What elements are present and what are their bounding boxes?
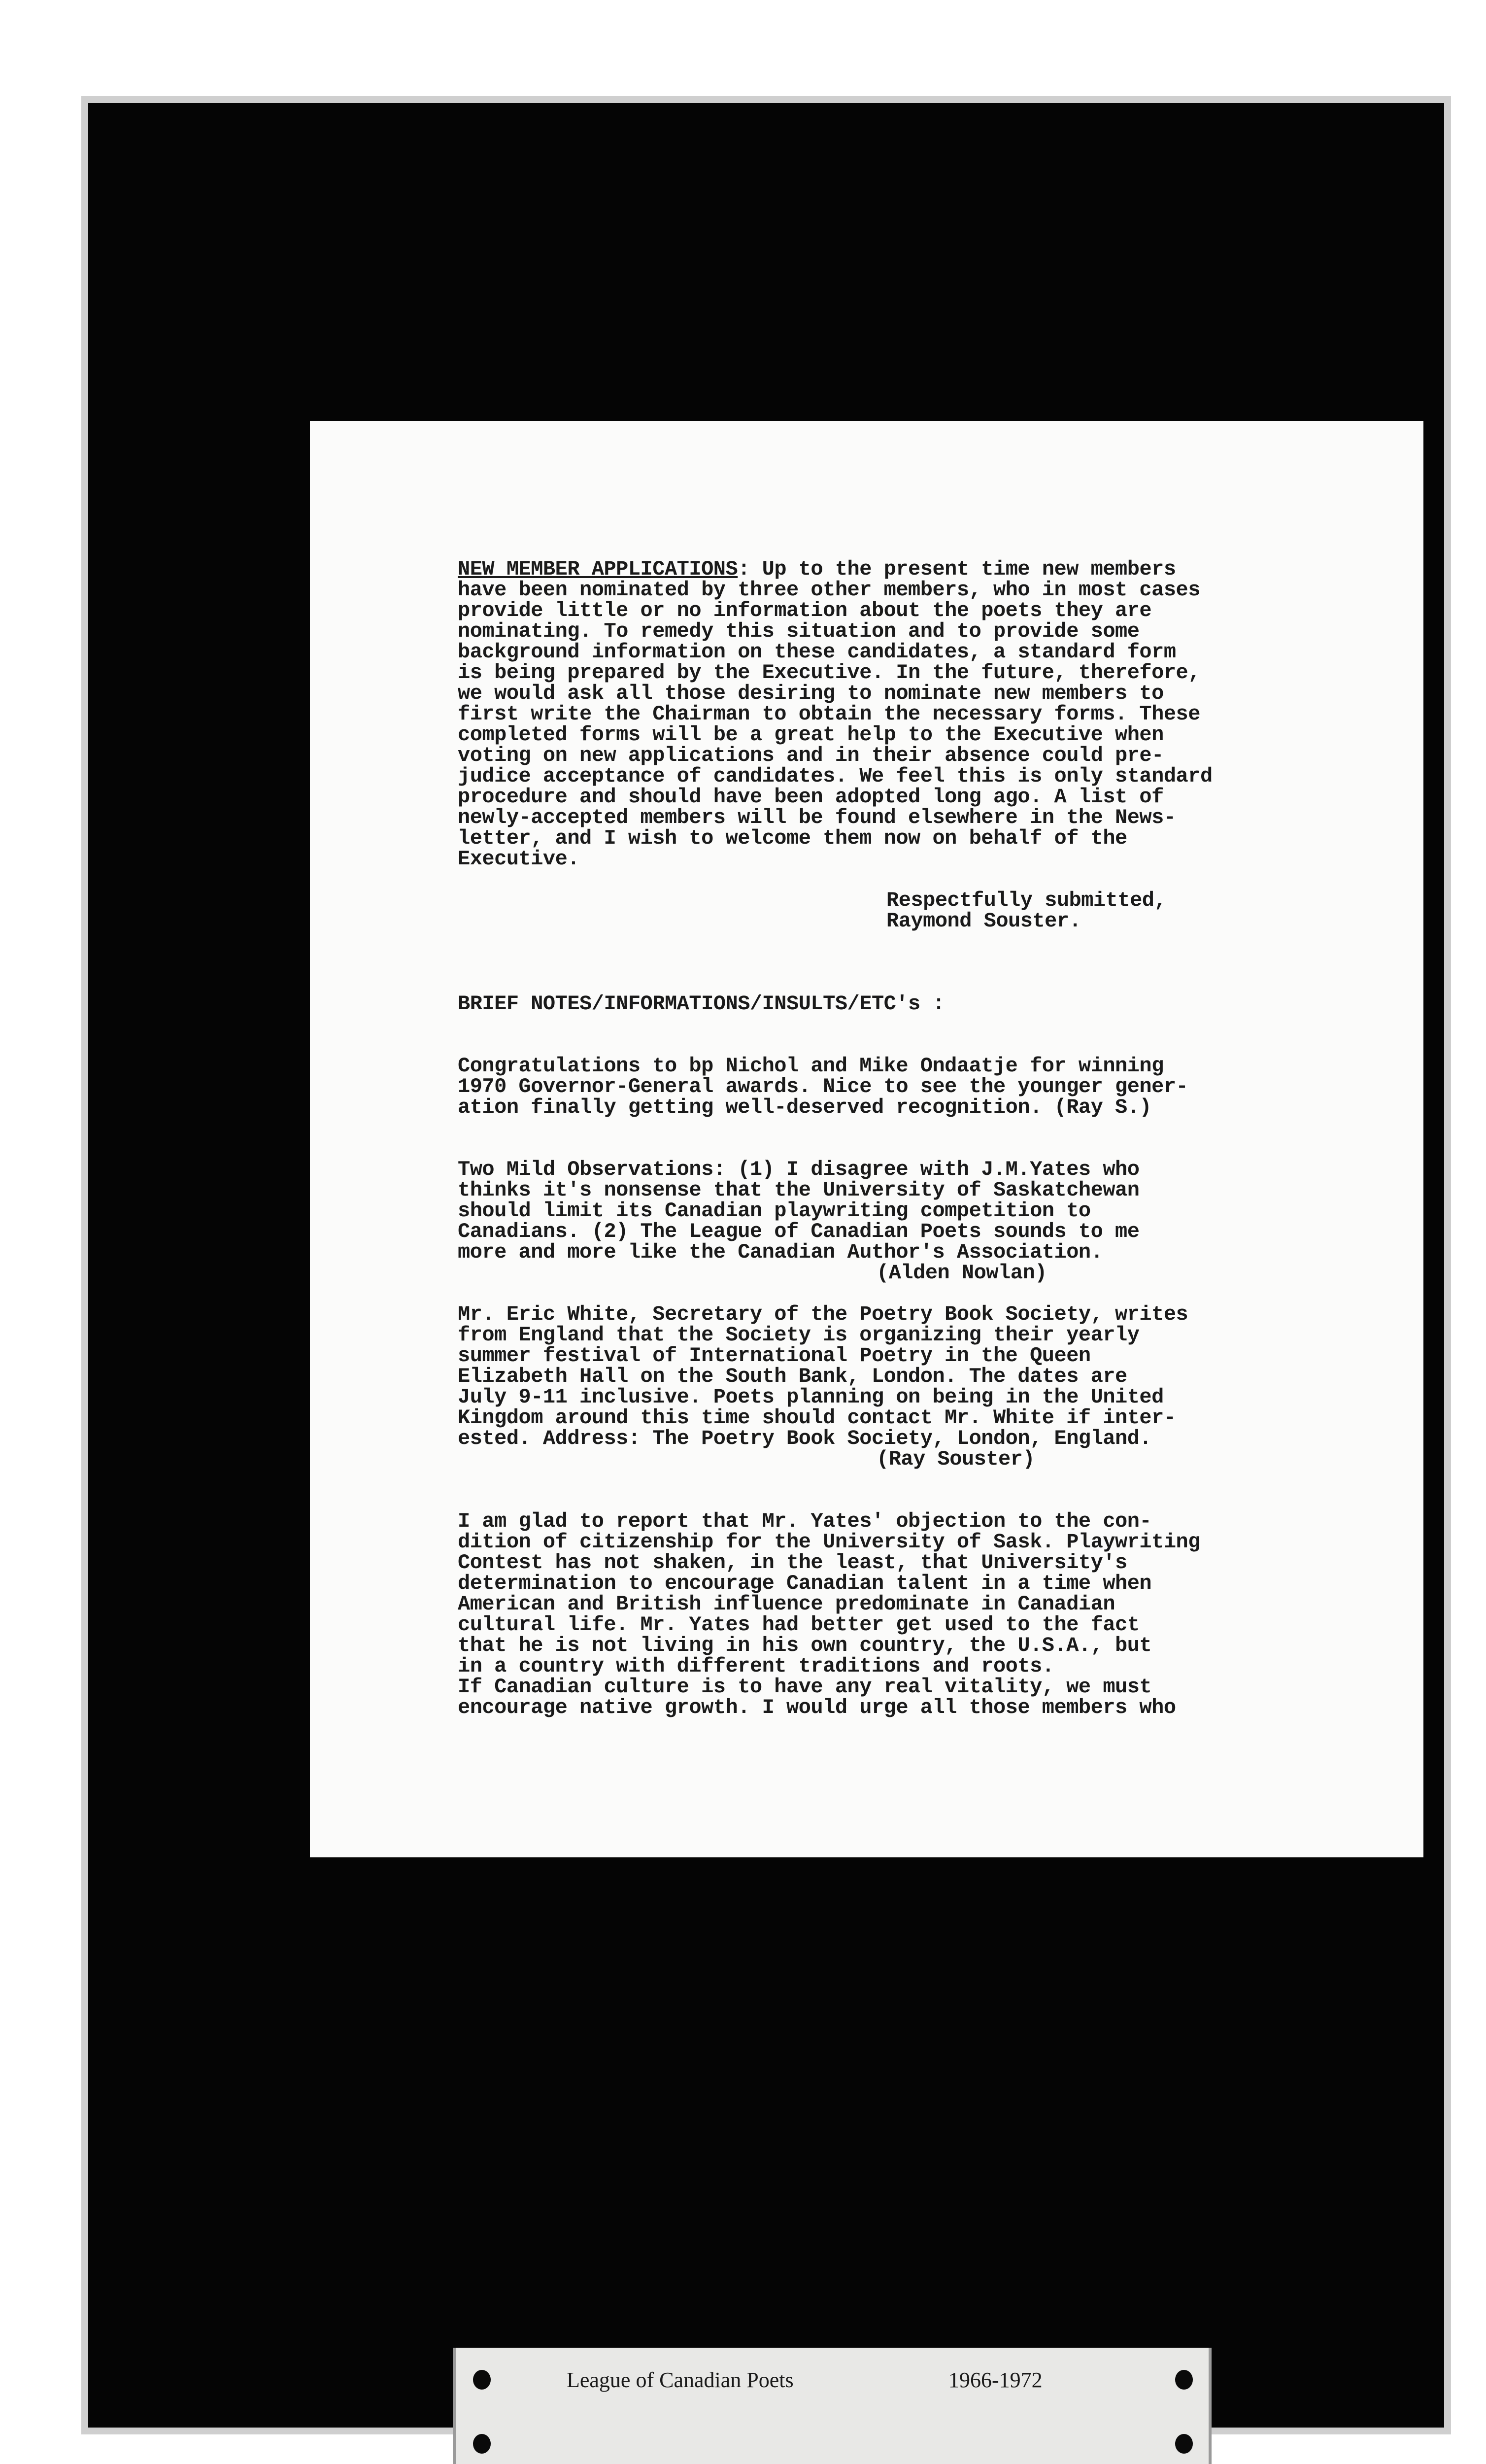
yates-reply-line: that he is not living in his own country, the U.S.A., but <box>458 1634 1152 1657</box>
new-member-line: background information on these candidates, a standard form <box>458 640 1176 664</box>
signature-line: Respectfully submitted, <box>886 889 1167 912</box>
eric-white-line: July 9-11 inclusive. Poets planning on being in the United <box>458 1385 1164 1409</box>
new-member-line: judice acceptance of candidates. We feel this is only standard <box>458 764 1213 788</box>
observations-line: thinks it's nonsense that the University of Saskatchewan <box>458 1178 1140 1202</box>
observations-line: should limit its Canadian playwriting competition to <box>458 1199 1091 1223</box>
yates-reply-line: determination to encourage Canadian talent in a time when <box>458 1572 1152 1595</box>
film-label-strip <box>453 2348 1212 2464</box>
new-member-line: : Up to the present time new members <box>738 557 1176 581</box>
yates-reply-line: in a country with different traditions and roots. <box>458 1654 1054 1678</box>
observations-line: Canadians. (2) The League of Canadian Poets sounds to me <box>458 1220 1140 1243</box>
eric-white-line: ested. Address: The Poetry Book Society, London, England. <box>458 1427 1152 1450</box>
observations-line: Two Mild Observations: (1) I disagree with J.M.Yates who <box>458 1158 1140 1181</box>
yates-reply-line: dition of citizenship for the University of Sask. Playwriting <box>458 1530 1200 1554</box>
yates-reply-line: I am glad to report that Mr. Yates' objection to the con- <box>458 1509 1152 1533</box>
yates-reply-line: Contest has not shaken, in the least, that University's <box>458 1551 1127 1574</box>
new-member-line: we would ask all those desiring to nominate new members to <box>458 682 1164 705</box>
observations-line: more and more like the Canadian Author's Association. <box>458 1240 1103 1264</box>
yates-reply-line: If Canadian culture is to have any real vitality, we must <box>458 1675 1152 1699</box>
eric-white-credit: (Ray Souster) <box>877 1447 1035 1471</box>
yates-reply-line: encourage native growth. I would urge all those members who <box>458 1696 1176 1719</box>
congrats-line: ation finally getting well-deserved recognition. (Ray S.) <box>458 1095 1152 1119</box>
yates-reply-line: American and British influence predominate in Canadian <box>458 1592 1115 1616</box>
brief-notes-heading: BRIEF NOTES/INFORMATIONS/INSULTS/ETC's : <box>458 992 945 1016</box>
new-member-line: voting on new applications and in their absence could pre- <box>458 744 1164 767</box>
newsletter-page <box>310 421 1423 1857</box>
eric-white-line: summer festival of International Poetry in the Queen <box>458 1344 1091 1368</box>
new-member-line: nominating. To remedy this situation and to provide some <box>458 619 1140 643</box>
newsletter-text <box>458 559 1305 1718</box>
yates-reply-line: cultural life. Mr. Yates had better get used to the fact <box>458 1613 1140 1637</box>
new-member-line: is being prepared by the Executive. In the future, therefore, <box>458 661 1200 684</box>
new-member-line: provide little or no information about the poets they are <box>458 599 1152 622</box>
congrats-line: Congratulations to bp Nichol and Mike Ondaatje for winning <box>458 1054 1164 1078</box>
microfilm-frame <box>81 96 1451 2434</box>
eric-white-line: Mr. Eric White, Secretary of the Poetry Book Society, writes <box>458 1302 1188 1326</box>
new-member-line: first write the Chairman to obtain the necessary forms. These <box>458 702 1200 726</box>
sprocket-hole <box>1175 2370 1193 2390</box>
new-member-line: Executive. <box>458 847 580 871</box>
sprocket-hole <box>473 2370 491 2390</box>
new-member-line: newly-accepted members will be found elsewhere in the News- <box>458 806 1176 829</box>
new-member-first-line <box>458 559 1305 580</box>
new-member-line: completed forms will be a great help to the Executive when <box>458 723 1164 747</box>
congrats-line: 1970 Governor-General awards. Nice to see the younger gener- <box>458 1075 1188 1098</box>
sprocket-hole <box>1175 2434 1193 2454</box>
eric-white-line: Kingdom around this time should contact Mr. White if inter- <box>458 1406 1176 1430</box>
observations-credit: (Alden Nowlan) <box>877 1261 1047 1285</box>
new-member-line: letter, and I wish to welcome them now on behalf of the <box>458 826 1127 850</box>
new-member-heading: NEW MEMBER APPLICATIONS <box>458 557 738 581</box>
sprocket-hole <box>473 2434 491 2454</box>
film-label-years: 1966-1972 <box>948 2368 1043 2392</box>
eric-white-line: from England that the Society is organizing their yearly <box>458 1323 1140 1347</box>
new-member-line: procedure and should have been adopted long ago. A list of <box>458 785 1164 809</box>
signature-name: Raymond Souster. <box>886 909 1081 933</box>
film-label-title: League of Canadian Poets <box>567 2368 794 2392</box>
new-member-line: have been nominated by three other members, who in most cases <box>458 578 1200 602</box>
eric-white-line: Elizabeth Hall on the South Bank, London. The dates are <box>458 1365 1127 1388</box>
